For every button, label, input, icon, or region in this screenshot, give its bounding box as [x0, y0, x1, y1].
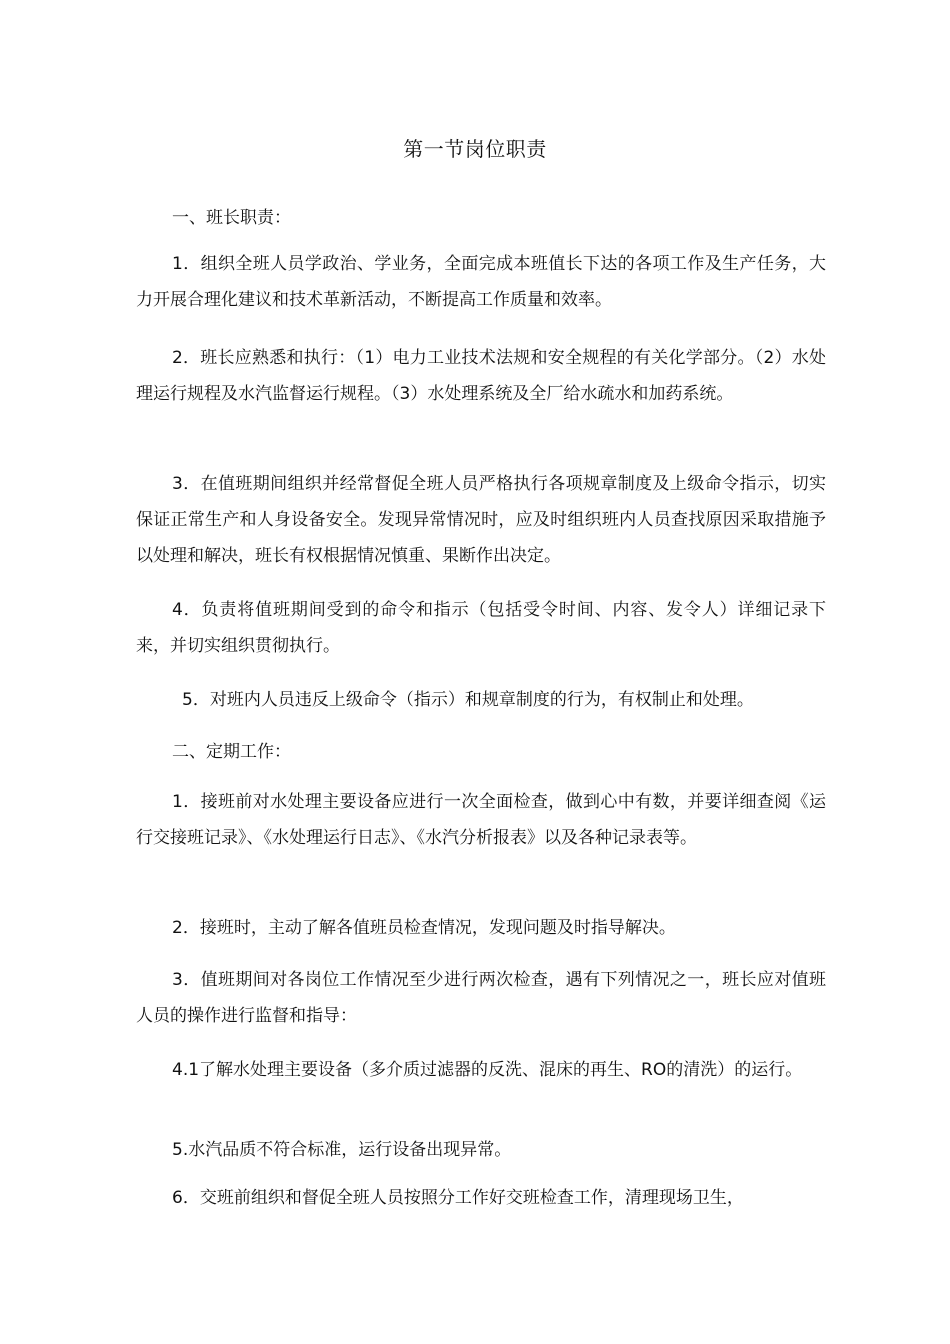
paragraph-6: 1．接班前对水处理主要设备应进行一次全面检查，做到心中有数，并要详细查阅《运行交接班记录》、《水处理运行日志》、《水汽分析报表》以及各种记录表等。	[136, 792, 826, 848]
paragraph-2: 2．班长应熟悉和执行：（1）电力工业技术法规和安全规程的有关化学部分。（2）水处理运行规程及水汽监督运行规程。（3）水处理系统及全厂给水疏水和加药系统。	[136, 348, 826, 404]
paragraph-11: 6．交班前组织和督促全班人员按照分工作好交班检查工作，清理现场卫生，	[172, 1188, 744, 1208]
paragraph-3: 3．在值班期间组织并经常督促全班人员严格执行各项规章制度及上级命令指示，切实保证正常生产和人身设备安全。发现异常情况时，应及时组织班内人员查找原因采取措施予以处理和解决，班长有权根据情况慎重、果断作出决定。	[136, 474, 826, 566]
paragraph-5: 5．对班内人员违反上级命令（指示）和规章制度的行为，有权制止和处理。	[182, 690, 754, 710]
paragraph-7: 2．接班时，主动了解各值班员检查情况，发现问题及时指导解决。	[172, 918, 676, 938]
paragraph-4: 4．负责将值班期间受到的命令和指示（包括受令时间、内容、发令人）详细记录下来，并切实组织贯彻执行。	[136, 600, 826, 656]
section-heading-1: 一、班长职责：	[172, 208, 291, 228]
paragraph-9: 4.1了解水处理主要设备（多介质过滤器的反洗、混床的再生、RO的清洗）的运行。	[172, 1060, 803, 1080]
paragraph-8: 3．值班期间对各岗位工作情况至少进行两次检查，遇有下列情况之一，班长应对值班人员的操作进行监督和指导：	[136, 970, 826, 1026]
section-heading-2: 二、定期工作：	[172, 742, 291, 762]
paragraph-10: 5.水汽品质不符合标准，运行设备出现异常。	[172, 1140, 512, 1160]
page-title: 第一节岗位职责	[403, 137, 547, 161]
paragraph-1: 1．组织全班人员学政治、学业务，全面完成本班值长下达的各项工作及生产任务，大力开展合理化建议和技术革新活动，不断提高工作质量和效率。	[136, 254, 826, 310]
